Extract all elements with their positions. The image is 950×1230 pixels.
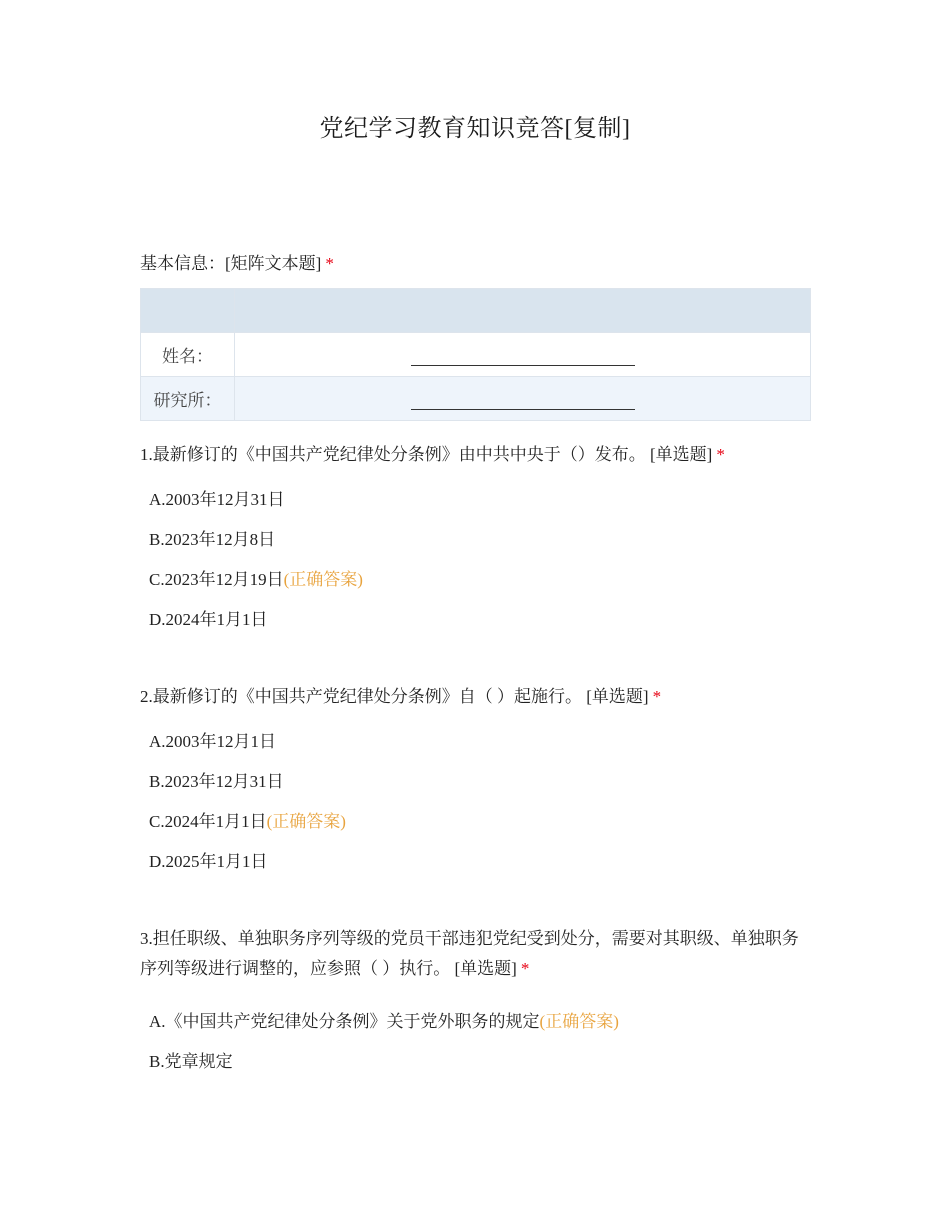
matrix-header-row (141, 289, 811, 333)
institute-input-cell[interactable] (235, 377, 811, 421)
option-text: D.2024年1月1日 (149, 610, 268, 629)
institute-input-line[interactable] (411, 409, 635, 410)
required-mark: * (652, 687, 662, 706)
option-text: B.2023年12月31日 (149, 772, 284, 791)
question-1-option-b[interactable] (149, 528, 275, 552)
question-1-stem (140, 440, 812, 470)
question-1 (140, 440, 812, 629)
name-input-line[interactable] (411, 365, 635, 366)
option-text: A.2003年12月31日 (149, 490, 285, 509)
question-3-stem-text: 3.担任职级、单独职务序列等级的党员干部违犯党纪受到处分，需要对其职级、单独职务序列等级进行调整的，应参照（ ）执行。 [单选题] (140, 929, 799, 978)
option-text: B.党章规定 (149, 1052, 233, 1071)
question-1-option-a[interactable] (149, 488, 285, 512)
question-2-stem-text: 2.最新修订的《中国共产党纪律处分条例》自（ ）起施行。 [单选题] (140, 687, 649, 706)
question-2 (140, 682, 812, 871)
required-mark: * (520, 959, 530, 978)
question-3-option-b[interactable] (149, 1050, 233, 1074)
option-text: A.2003年12月1日 (149, 732, 277, 751)
question-1-option-c[interactable] (149, 568, 363, 592)
name-label: 姓名： (141, 333, 235, 377)
matrix-row-institute (141, 377, 811, 421)
required-mark: * (325, 254, 334, 273)
question-2-option-c[interactable] (149, 810, 346, 834)
option-text: B.2023年12月8日 (149, 530, 276, 549)
correct-answer-tag: (正确答案) (266, 812, 346, 831)
matrix-row-name (141, 333, 811, 377)
required-mark: * (716, 445, 725, 464)
question-3 (140, 924, 812, 1071)
page-title: 党纪学习教育知识竞答[复制] (319, 116, 631, 142)
question-2-stem (140, 682, 812, 712)
question-2-option-b[interactable] (149, 770, 284, 794)
correct-answer-tag: (正确答案) (283, 570, 363, 589)
option-text: C.2023年12月19日 (149, 570, 284, 589)
basic-info-heading-text: 基本信息：[矩阵文本题] (140, 254, 322, 273)
correct-answer-tag: (正确答案) (539, 1012, 619, 1031)
question-3-option-a[interactable] (149, 1010, 619, 1034)
question-1-stem-text: 1.最新修订的《中国共产党纪律处分条例》由中共中央于（）发布。 [单选题] (140, 445, 713, 464)
option-text: A.《中国共产党纪律处分条例》关于党外职务的规定 (149, 1012, 540, 1031)
question-2-option-d[interactable] (149, 850, 268, 874)
institute-label: 研究所： (141, 377, 235, 421)
matrix-header-input-cell (235, 289, 811, 333)
question-2-option-a[interactable] (149, 730, 276, 754)
question-3-stem (140, 924, 812, 984)
name-input-cell[interactable] (235, 333, 811, 377)
option-text: C.2024年1月1日 (149, 812, 267, 831)
option-text: D.2025年1月1日 (149, 852, 268, 871)
matrix-header-label-cell (141, 289, 235, 333)
question-1-option-d[interactable] (149, 608, 268, 632)
basic-info-heading (140, 252, 334, 276)
basic-info-matrix (140, 288, 811, 421)
